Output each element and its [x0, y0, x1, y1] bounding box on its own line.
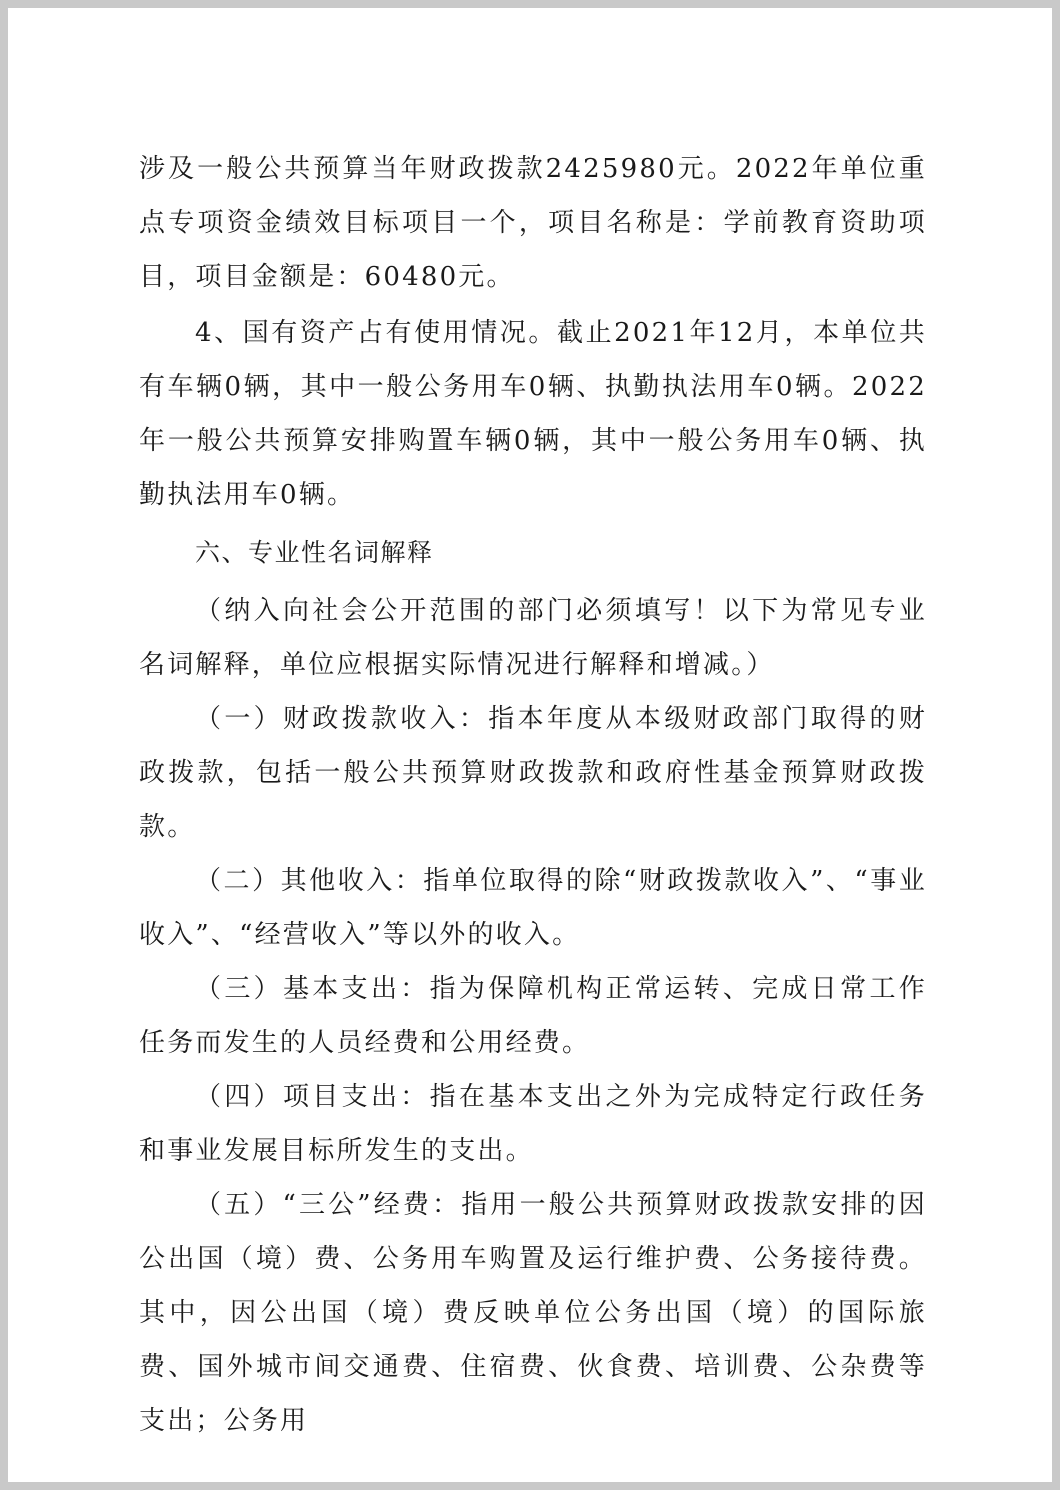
document-body [139, 142, 927, 1448]
paragraph-note: （纳入向社会公开范围的部门必须填写！以下为常见专业名词解释，单位应根据实际情况进行解释和增减。） [139, 596, 927, 680]
term-three-public-expenses: （五）“三公”经费：指用一般公共预算财政拨款安排的因公出国（境）费、公务用车购置及运行维护费、公务接待费。其中，因公出国（境）费反映单位公务出国（境）的国际旅费、国外城市间交通费、住宿费、伙食费、培训费、公杂费等支出；公务用 [139, 1190, 927, 1436]
section-heading-terms: 六、专业性名词解释 [195, 538, 434, 567]
paragraph-state-assets: 4、国有资产占有使用情况。截止2021年12月，本单位共有车辆0辆，其中一般公务用车0辆、执勤执法用车0辆。2022年一般公共预算安排购置车辆0辆，其中一般公务用车0辆、执勤执法用车0辆。 [139, 318, 927, 510]
paragraph-budget-allocation: 涉及一般公共预算当年财政拨款2425980元。2022年单位重点专项资金绩效目标项目一个，项目名称是：学前教育资助项目，项目金额是：60480元。 [139, 154, 927, 292]
term-project-expenditure: （四）项目支出：指在基本支出之外为完成特定行政任务和事业发展目标所发生的支出。 [139, 1082, 927, 1166]
term-fiscal-income: （一）财政拨款收入：指本年度从本级财政部门取得的财政拨款，包括一般公共预算财政拨款和政府性基金预算财政拨款。 [139, 704, 927, 842]
term-other-income: （二）其他收入：指单位取得的除“财政拨款收入”、“事业收入”、“经营收入”等以外的收入。 [139, 866, 927, 950]
term-basic-expenditure: （三）基本支出：指为保障机构正常运转、完成日常工作任务而发生的人员经费和公用经费。 [139, 974, 927, 1058]
document-page [8, 8, 1052, 1482]
